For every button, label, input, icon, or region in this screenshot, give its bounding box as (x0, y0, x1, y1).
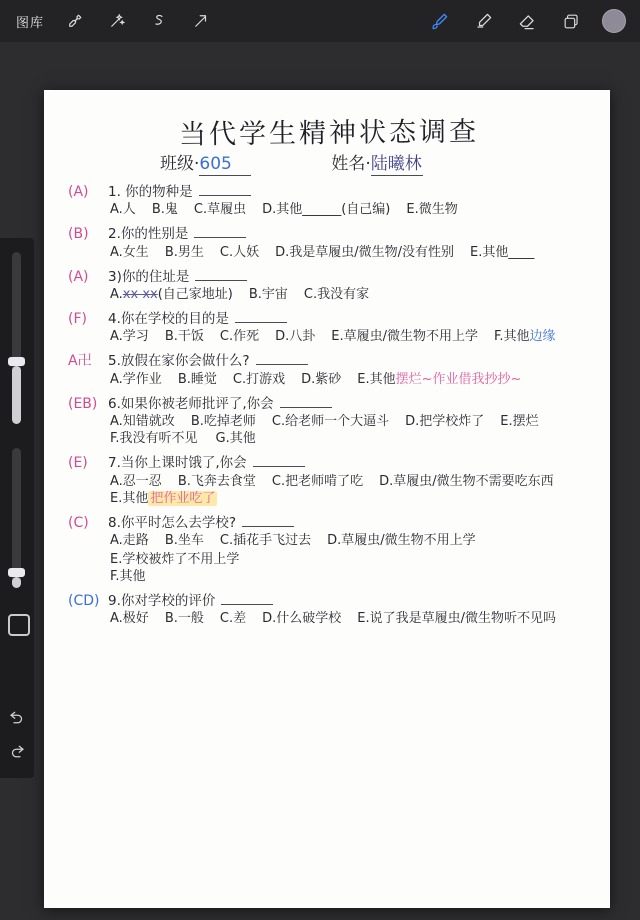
option: C.差 (219, 611, 247, 627)
brush-size-fill (12, 366, 21, 424)
answer-blank (194, 237, 246, 238)
options-row (102, 475, 590, 490)
magic-wand-icon[interactable] (104, 8, 130, 34)
student-info-line (68, 155, 590, 176)
brush-size-knob[interactable] (8, 357, 25, 366)
option: C.作死 (219, 329, 260, 345)
option: A.知错就改 (110, 414, 175, 430)
survey-sheet (44, 90, 610, 908)
options-row (102, 373, 590, 388)
answer-mark: (EB) (68, 395, 98, 412)
option: D.草履虫/微生物不需要吃东西 (379, 473, 554, 489)
option-letter: A. (110, 287, 123, 303)
answer-mark: (E) (68, 455, 88, 472)
question-text: 8.你平时怎么去学校? (108, 514, 237, 531)
option: D.什么破学校 (262, 611, 342, 627)
option: B.一般 (164, 611, 204, 627)
answer-mark: (C) (68, 514, 89, 531)
undo-icon[interactable] (7, 706, 27, 726)
option: A.走路 (110, 533, 149, 549)
option (110, 492, 217, 507)
top-toolbar (0, 0, 640, 42)
options-row (102, 612, 590, 627)
gallery-button[interactable]: 图库 (16, 14, 45, 30)
transform-arrow-icon[interactable] (188, 8, 214, 34)
answer-blank (280, 407, 332, 408)
artwork-paper (44, 90, 610, 908)
option: D.把学校炸了 (405, 414, 485, 430)
answer-blank (253, 466, 305, 467)
handwritten-note: 把作业吃了 (150, 490, 216, 506)
canvas-area[interactable] (0, 42, 640, 920)
answer-mark: (F) (68, 310, 87, 327)
eraser-icon[interactable] (514, 8, 540, 34)
option: B.干饭 (164, 329, 204, 345)
option: E.学校被炸了不用上学 (110, 552, 240, 568)
question-text: 1. 你的物种是 (108, 183, 193, 200)
brush-icon[interactable] (426, 8, 452, 34)
option-letter: E.其他 (357, 371, 396, 387)
option: C.人妖 (219, 244, 260, 260)
layers-icon[interactable] (558, 8, 584, 34)
option: B.男生 (164, 244, 204, 260)
modify-square-icon[interactable] (8, 614, 30, 636)
options-row (102, 534, 590, 568)
option: A.极好 (110, 611, 149, 627)
option: E.摆烂 (500, 414, 539, 430)
answer-mark: A卍 (68, 353, 92, 370)
option: A.人 (110, 202, 136, 218)
brush-opacity-knob[interactable] (8, 568, 25, 577)
option: G.其他 (215, 431, 256, 447)
options-row (102, 288, 590, 303)
option: A.忍一忍 (110, 473, 162, 489)
smudge-icon[interactable] (470, 8, 496, 34)
option (110, 288, 233, 303)
answer-blank (195, 280, 247, 281)
option: E.其他____ (470, 244, 535, 260)
option: C.给老师一个大逼斗 (271, 414, 390, 430)
option: B.吃掉老师 (190, 414, 256, 430)
question-text: 6.如果你被老师批评了,你会 (108, 395, 274, 412)
options-row-continued (110, 432, 590, 447)
question-text: 2.你的性别是 (108, 226, 189, 243)
name-value: 陆曦林 (370, 154, 422, 175)
option: D.紫砂 (301, 371, 342, 387)
answer-mark: (A) (68, 183, 89, 200)
option: B.睡觉 (177, 371, 217, 387)
question-row (68, 515, 590, 532)
brush-opacity-slider[interactable] (12, 448, 21, 588)
option: E.说了我是草履虫/微生物听不见吗 (357, 611, 556, 627)
option: A.女生 (110, 244, 149, 260)
brush-size-slider[interactable] (12, 252, 21, 424)
name-label: 姓名· (331, 154, 371, 175)
option: E.草履虫/微生物不用上学 (331, 329, 478, 345)
option: D.八卦 (275, 329, 316, 345)
redo-icon[interactable] (7, 740, 27, 760)
options-row (102, 415, 590, 430)
option (494, 330, 556, 345)
question-text: 7.当你上课时饿了,你会 (108, 455, 247, 472)
question-row (68, 396, 590, 413)
options-row-continued (110, 570, 590, 585)
option: D.其他______(自己编) (262, 202, 391, 218)
answer-blank (199, 195, 251, 196)
toolbar-right-group (426, 0, 626, 42)
question-row (68, 269, 590, 286)
scribbled-text: xx xx (122, 287, 158, 303)
options-row (102, 203, 590, 218)
question-row (68, 353, 590, 370)
option: A.学习 (110, 329, 149, 345)
handwritten-note: 摆烂~作业借我抄抄~ (395, 371, 522, 387)
option: C.把老师啃了吃 (271, 473, 364, 489)
option: D.草履虫/微生物不用上学 (327, 533, 476, 549)
question-text: 5.放假在家你会做什么? (108, 353, 250, 370)
option: C.打游戏 (232, 371, 286, 387)
answer-blank (221, 604, 273, 605)
class-field (160, 155, 251, 176)
handwritten-note: 边缘 (529, 329, 556, 345)
question-text: 9.你对学校的评价 (108, 592, 216, 609)
question-row (68, 184, 590, 201)
option: C.我没有家 (303, 287, 370, 303)
question-row (68, 226, 590, 243)
answer-blank (256, 364, 308, 365)
option: B.鬼 (151, 202, 178, 218)
option-letter: E.其他 (110, 490, 149, 506)
wrench-icon[interactable] (62, 8, 88, 34)
option: A.学作业 (110, 371, 162, 387)
option: F.其他 (110, 569, 146, 585)
option-letter: F.其他 (493, 329, 530, 345)
class-label: 班级· (160, 154, 200, 175)
selection-icon[interactable] (146, 8, 172, 34)
option: C.插花手飞过去 (219, 533, 312, 549)
options-row-continued (110, 492, 590, 507)
question-row (68, 455, 590, 472)
answer-mark: (B) (68, 226, 89, 243)
question-text: 4.你在学校的目的是 (108, 310, 229, 327)
left-side-rail (0, 238, 34, 778)
option: B.坐车 (164, 533, 204, 549)
option (357, 373, 521, 388)
question-text: 3)你的住址是 (108, 268, 190, 285)
option: E.微生物 (406, 202, 458, 218)
question-row (68, 311, 590, 328)
options-row (102, 246, 590, 261)
class-value: 605 (199, 155, 251, 176)
option: F.我没有听不见 (110, 431, 198, 447)
option: C.草履虫 (193, 202, 247, 218)
answer-mark: (A) (68, 268, 89, 285)
answer-mark: (CD) (68, 592, 100, 609)
question-row (68, 593, 590, 610)
answer-blank (235, 322, 287, 323)
brush-opacity-fill (12, 577, 21, 588)
name-field (331, 155, 422, 176)
option: D.我是草履虫/微生物/没有性别 (275, 244, 454, 260)
option: B.宇宙 (248, 287, 288, 303)
color-swatch[interactable] (602, 9, 626, 33)
answer-blank (242, 526, 294, 527)
option-note: (自己家地址) (157, 287, 233, 303)
options-row (102, 330, 590, 345)
toolbar-left-group (14, 8, 214, 34)
page-title: 当代学生精神状态调查 (178, 116, 480, 151)
option: B.飞奔去食堂 (177, 473, 256, 489)
